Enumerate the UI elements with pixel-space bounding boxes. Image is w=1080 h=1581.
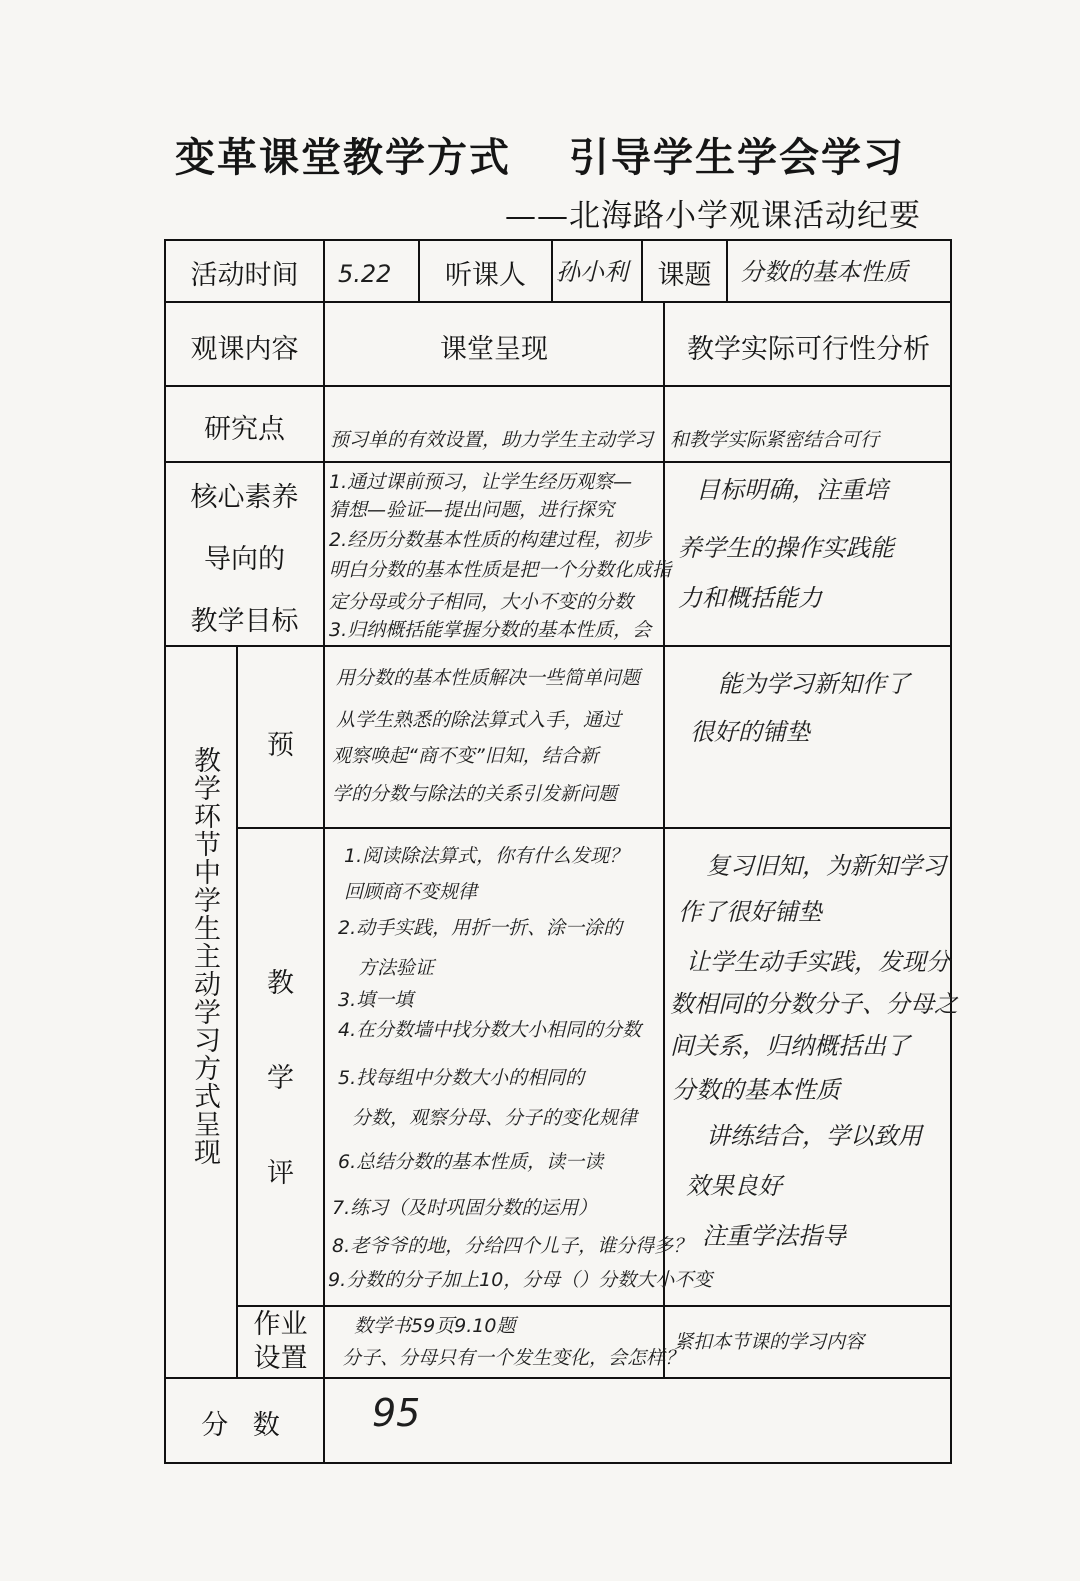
preview-analysis-line: 很好的铺垫 (690, 718, 810, 746)
teaching-line: 回顾商不变规律 (344, 881, 478, 903)
homework-line: 分子、分母只有一个发生变化，会怎样？ (342, 1347, 685, 1369)
teaching-analysis-line: 数相同的分数分子、分母之 (670, 990, 958, 1018)
teaching-line: 分数，观察分母、分子的变化规律 (352, 1107, 638, 1129)
column-divider (323, 241, 325, 1464)
preview-analysis-line: 能为学习新知作了 (718, 670, 910, 698)
observation-form-table (164, 239, 958, 1464)
core-goal-line: 猜想—验证—提出问题，进行探究 (329, 499, 615, 521)
teaching-analysis-line: 间关系，归纳概括出了 (670, 1032, 910, 1060)
preview-label: 预 (267, 730, 294, 761)
core-goal-label-3: 教学目标 (190, 606, 299, 637)
listener-value: 孙小利 (556, 258, 628, 286)
teach-label: 教 (267, 968, 294, 999)
research-point-label: 研究点 (204, 414, 285, 445)
teaching-analysis-line: 注重学法指导 (702, 1222, 846, 1250)
teaching-analysis-line: 分数的基本性质 (672, 1076, 840, 1104)
row-divider (236, 827, 952, 829)
preview-line: 从学生熟悉的除法算式入手，通过 (336, 709, 622, 731)
homework-label-2: 设置 (253, 1343, 308, 1374)
teaching-analysis-line: 作了很好铺垫 (678, 898, 822, 926)
core-goal-line: 定分母或分子相同，大小不变的分数 (329, 591, 634, 613)
teaching-line: 2.动手实践，用折一折、涂一涂的 (338, 917, 623, 939)
teaching-line: 4.在分数墙中找分数大小相同的分数 (338, 1019, 642, 1041)
row-divider (166, 461, 952, 463)
research-point-classroom: 预习单的有效设置，助力学生主动学习 (330, 429, 654, 451)
teaching-analysis-line: 效果良好 (686, 1172, 782, 1200)
teaching-line: 9.分数的分子加上10，分母（）分数大小不变 (328, 1269, 713, 1291)
teaching-line: 8.老爷爷的地，分给四个儿子，谁分得多？ (332, 1235, 693, 1257)
row-divider (236, 1305, 952, 1307)
score-label: 分 数 (201, 1410, 288, 1441)
column-divider (726, 241, 728, 301)
preview-line: 用分数的基本性质解决一些简单问题 (336, 667, 641, 689)
core-goal-label-1: 核心素养 (190, 482, 299, 513)
learn-label: 学 (267, 1063, 294, 1094)
listener-label: 听课人 (445, 260, 526, 291)
core-goal-label-2: 导向的 (204, 544, 285, 575)
column-divider (551, 241, 553, 301)
core-goal-line: 明白分数的基本性质是把一个分数化成指 (329, 559, 672, 581)
homework-label-1: 作业 (253, 1309, 308, 1340)
core-goal-line: 2.经历分数基本性质的构建过程，初步 (329, 529, 652, 551)
core-goal-analysis-line: 目标明确，注重培 (696, 476, 888, 504)
homework-line: 数学书59页9.10题 (354, 1315, 516, 1337)
evaluate-label: 评 (267, 1158, 294, 1189)
row-divider (166, 1377, 952, 1379)
teaching-line: 1.阅读除法算式，你有什么发现？ (344, 845, 629, 867)
topic-value: 分数的基本性质 (740, 258, 908, 286)
teaching-line: 7.练习（及时巩固分数的运用） (332, 1197, 598, 1219)
document-title (0, 126, 1080, 183)
homework-analysis: 紧扣本节课的学习内容 (674, 1331, 865, 1353)
row-divider (166, 385, 952, 387)
topic-label: 课题 (657, 260, 712, 291)
observation-content-label: 观课内容 (190, 334, 299, 365)
teaching-analysis-line: 让学生动手实践，发现分 (686, 948, 950, 976)
row-divider (166, 301, 952, 303)
core-goal-analysis-line: 力和概括能力 (678, 584, 822, 612)
research-point-analysis: 和教学实际紧密结合可行 (670, 429, 880, 451)
activity-time-label: 活动时间 (190, 260, 299, 291)
document-subtitle: ——北海路小学观课活动纪要 (505, 198, 921, 234)
feasibility-analysis-header: 教学实际可行性分析 (687, 334, 930, 365)
teaching-line: 3.填一填 (338, 989, 414, 1011)
teaching-line: 方法验证 (358, 957, 435, 979)
teaching-line: 6.总结分数的基本性质，读一读 (338, 1151, 604, 1173)
classroom-presentation-header: 课堂呈现 (440, 334, 548, 365)
row-divider (166, 645, 952, 647)
activity-time-value: 5.22 (338, 260, 392, 288)
title-left: 变革课堂教学方式 (175, 134, 511, 181)
core-goal-line: 1.通过课前预习，让学生经历观察— (329, 471, 633, 493)
core-goal-analysis-line: 养学生的操作实践能 (678, 534, 894, 562)
score-value: 95 (372, 1391, 421, 1435)
preview-line: 观察唤起“商不变”旧知，结合新 (332, 745, 599, 767)
teaching-line: 5.找每组中分数大小的相同的 (338, 1067, 585, 1089)
column-divider (663, 301, 665, 1377)
title-right: 引导学生学会学习 (569, 134, 905, 181)
teaching-analysis-line: 讲练结合，学以致用 (706, 1122, 922, 1150)
section-vertical-label: 教学环节中学生主动学习方式呈现 (189, 746, 220, 1166)
core-goal-line: 3.归纳概括能掌握分数的基本性质，会 (329, 619, 652, 641)
preview-line: 学的分数与除法的关系引发新问题 (332, 783, 618, 805)
teaching-analysis-line: 复习旧知，为新知学习 (706, 852, 946, 880)
